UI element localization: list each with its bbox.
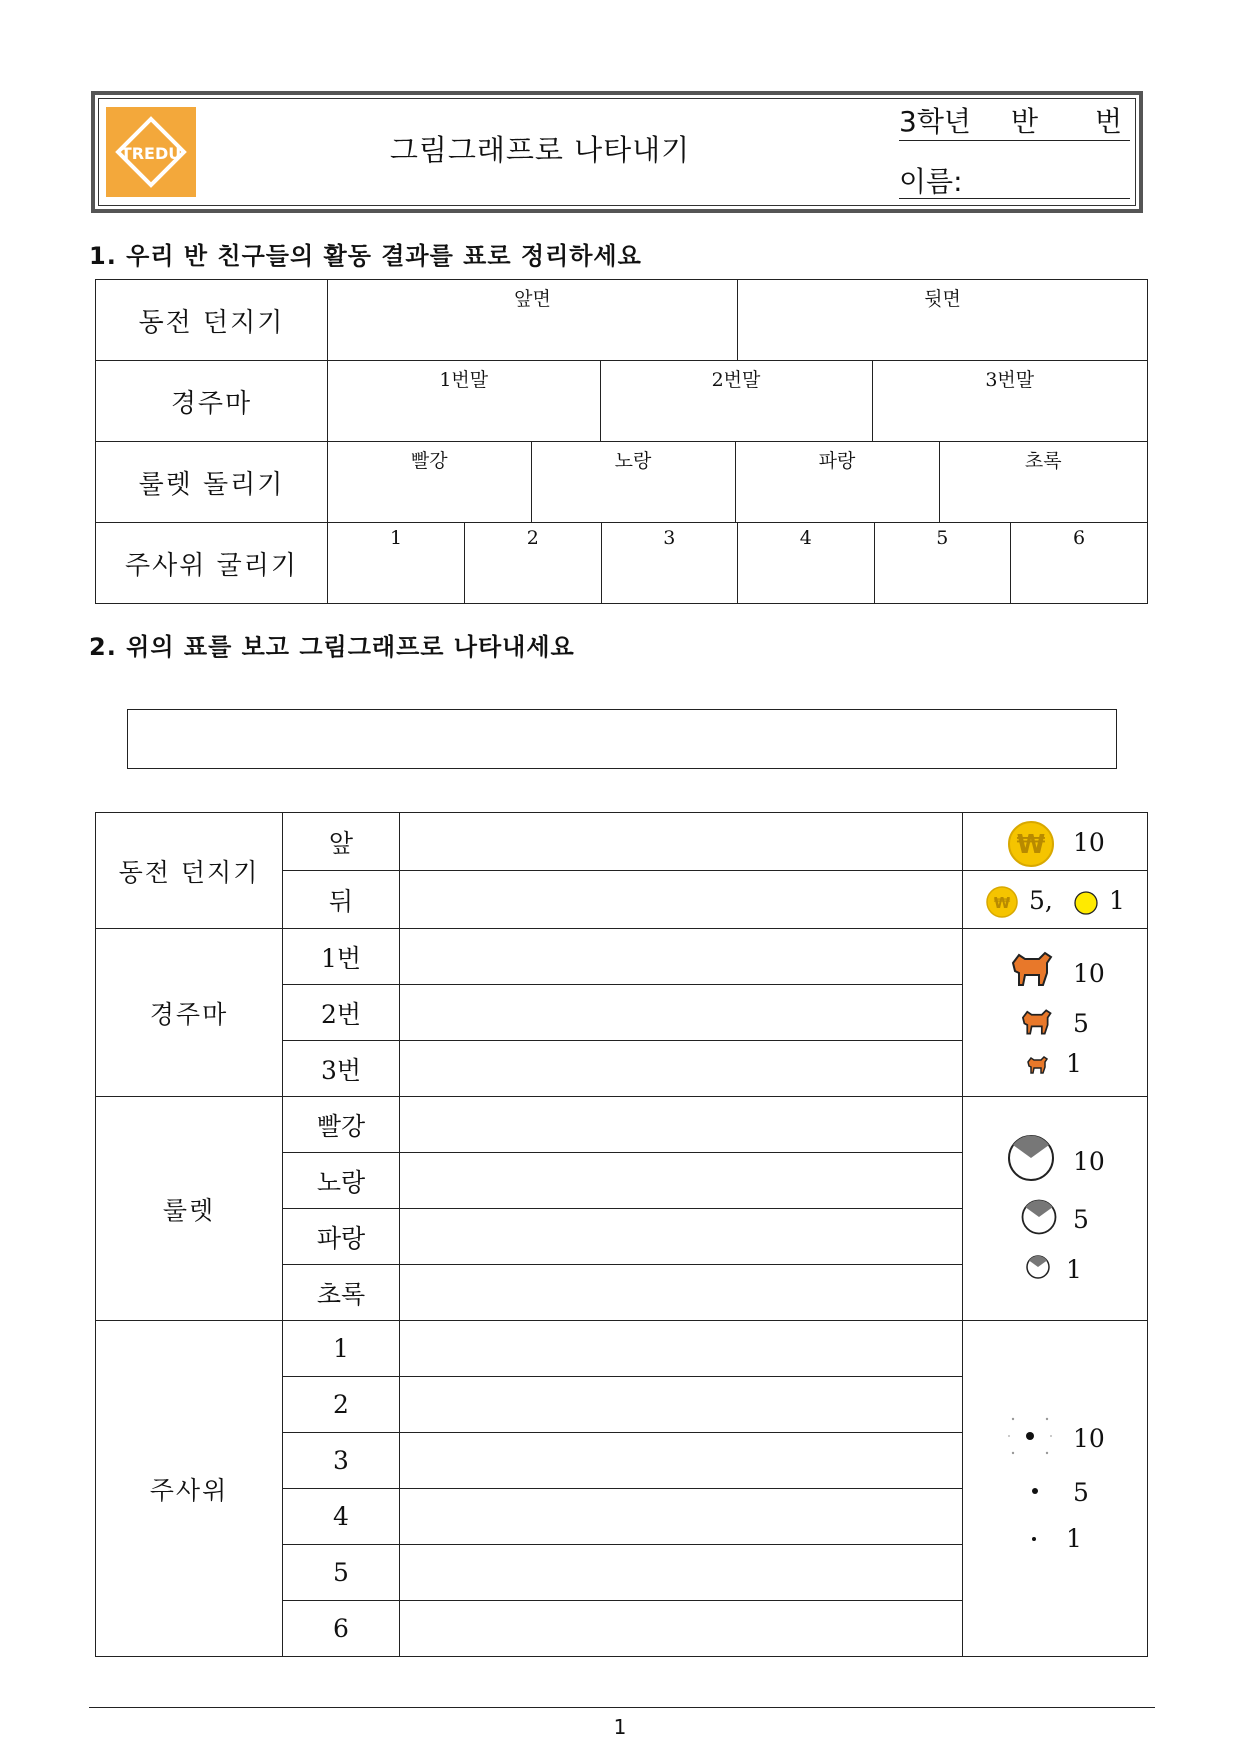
item-label: 2번	[283, 985, 400, 1041]
svg-text:₩: ₩	[1016, 830, 1046, 860]
dice-large-icon	[1005, 1411, 1055, 1461]
cell-horse2[interactable]: 2번말	[600, 361, 872, 441]
grade-class-number-field	[899, 100, 1130, 141]
cell-green[interactable]: 초록	[939, 442, 1147, 522]
cell-die-1[interactable]: 1	[328, 523, 465, 603]
coin-medium-icon	[986, 886, 1018, 918]
legend-value: 1	[1066, 1255, 1082, 1284]
legend-value: 5	[1073, 1009, 1089, 1038]
legend-value: 1	[1066, 1049, 1082, 1078]
graph-cell[interactable]	[400, 813, 963, 871]
item-label: 파랑	[283, 1209, 400, 1265]
graph-cell[interactable]	[400, 1153, 963, 1209]
graph-title-input[interactable]	[127, 709, 1117, 769]
row-label: 주사위 굴리기	[96, 523, 328, 604]
legend-coin-small	[963, 871, 1148, 929]
graph-cell[interactable]	[400, 1545, 963, 1601]
cell-heads[interactable]: 앞면	[328, 280, 738, 360]
picture-graph-table	[95, 812, 1148, 1657]
cell-yellow[interactable]: 노랑	[531, 442, 735, 522]
cell-die-6[interactable]: 6	[1011, 523, 1148, 603]
legend-value: 5	[1073, 1205, 1089, 1234]
item-label: 빨강	[283, 1097, 400, 1153]
legend-coin-big	[963, 813, 1148, 871]
horse-small-icon	[1026, 1055, 1048, 1075]
item-label: 뒤	[283, 871, 400, 929]
horse-medium-icon	[1020, 1007, 1052, 1037]
footer-rule	[89, 1707, 1155, 1708]
number-label: 번	[1095, 105, 1123, 138]
legend-roulette	[963, 1097, 1148, 1321]
coin-large-icon	[1007, 820, 1055, 868]
graph-cell[interactable]	[400, 1601, 963, 1657]
graph-cell[interactable]	[400, 1377, 963, 1433]
graph-cell[interactable]	[400, 1433, 963, 1489]
legend-value: 10	[1073, 828, 1105, 857]
row-label: 룰렛 돌리기	[96, 442, 328, 523]
group-label: 룰렛	[96, 1097, 283, 1321]
cell-red[interactable]: 빨강	[328, 442, 531, 522]
item-label: 1	[283, 1321, 400, 1377]
dice-medium-icon	[1028, 1484, 1042, 1498]
section2-title: 2. 위의 표를 보고 그림그래프로 나타내세요	[89, 633, 575, 661]
graph-cell[interactable]	[400, 1041, 963, 1097]
item-label: 앞	[283, 813, 400, 871]
dice-small-icon	[1029, 1534, 1039, 1544]
name-label: 이름:	[899, 165, 963, 198]
class-label: 반	[1011, 105, 1039, 138]
result-table	[95, 279, 1148, 604]
item-label: 초록	[283, 1265, 400, 1321]
graph-cell[interactable]	[400, 1489, 963, 1545]
page-number: 1	[613, 1715, 627, 1739]
cell-blue[interactable]: 파랑	[735, 442, 939, 522]
grade-label: 3학년	[899, 105, 971, 138]
cell-die-5[interactable]: 5	[874, 523, 1011, 603]
legend-value: 5,	[1029, 886, 1053, 915]
tredu-logo	[106, 107, 196, 197]
row-label: 경주마	[96, 361, 328, 442]
section1-title: 1. 우리 반 친구들의 활동 결과를 표로 정리하세요	[89, 242, 642, 270]
legend-horse	[963, 929, 1148, 1097]
roulette-medium-icon	[1021, 1199, 1057, 1235]
cell-die-2[interactable]: 2	[465, 523, 602, 603]
legend-dice	[963, 1321, 1148, 1657]
legend-value: 1	[1109, 886, 1125, 915]
item-label: 6	[283, 1601, 400, 1657]
legend-value: 1	[1066, 1524, 1082, 1553]
cell-horse3[interactable]: 3번말	[872, 361, 1147, 441]
group-label: 경주마	[96, 929, 283, 1097]
graph-cell[interactable]	[400, 1321, 963, 1377]
group-label: 동전 던지기	[96, 813, 283, 929]
cell-horse1[interactable]: 1번말	[328, 361, 600, 441]
svg-text:₩: ₩	[993, 894, 1011, 912]
item-label: 3	[283, 1433, 400, 1489]
page-title: 그림그래프로 나타내기	[389, 133, 691, 167]
item-label: 1번	[283, 929, 400, 985]
name-field	[899, 160, 1130, 199]
roulette-small-icon	[1026, 1255, 1050, 1279]
graph-cell[interactable]	[400, 1209, 963, 1265]
roulette-large-icon	[1007, 1134, 1055, 1182]
legend-value: 10	[1073, 959, 1105, 988]
coin-small-icon	[1073, 890, 1099, 916]
cell-die-3[interactable]: 3	[601, 523, 738, 603]
row-label: 동전 던지기	[96, 280, 328, 361]
graph-cell[interactable]	[400, 1265, 963, 1321]
graph-cell[interactable]	[400, 871, 963, 929]
item-label: 3번	[283, 1041, 400, 1097]
legend-value: 10	[1073, 1147, 1105, 1176]
item-label: 5	[283, 1545, 400, 1601]
item-label: 4	[283, 1489, 400, 1545]
logo-text: TREDU	[120, 144, 182, 163]
graph-cell[interactable]	[400, 1097, 963, 1153]
group-label: 주사위	[96, 1321, 283, 1657]
item-label: 노랑	[283, 1153, 400, 1209]
item-label: 2	[283, 1377, 400, 1433]
cell-die-4[interactable]: 4	[738, 523, 875, 603]
horse-large-icon	[1009, 949, 1053, 989]
cell-tails[interactable]: 뒷면	[738, 280, 1148, 360]
graph-cell[interactable]	[400, 929, 963, 985]
legend-value: 10	[1073, 1424, 1105, 1453]
legend-value: 5	[1073, 1478, 1089, 1507]
graph-cell[interactable]	[400, 985, 963, 1041]
